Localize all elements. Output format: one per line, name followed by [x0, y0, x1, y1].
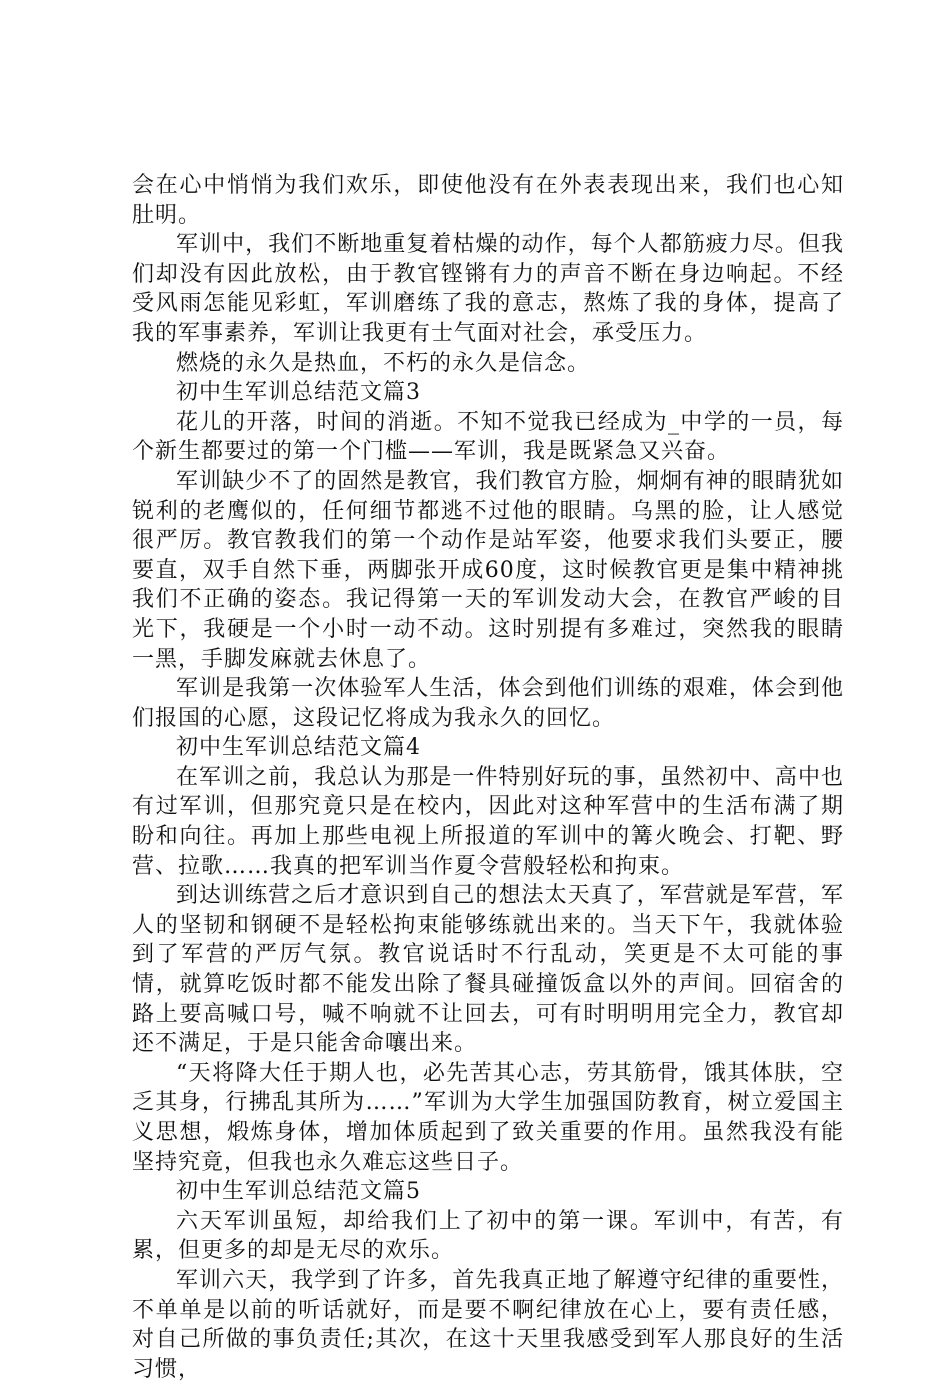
paragraph: 燃烧的永久是热血，不朽的永久是信念。: [176, 350, 591, 376]
section-heading-5: 初中生军训总结范文篇5: [176, 1179, 421, 1205]
paragraph: 到达训练营之后才意识到自己的想法太天真了，军营就是军营，军人的坚韧和钢硬不是轻松拘束能够练就出来的。当天下午，我就体验到了军营的严厉气氛。教官说话时不行乱动，笑更是不太可能的事情，就算吃饭时都不能发出除了餐具碰撞饭盒以外的声间。回宿舍的路上要高喊口号，喊不响就不让回去，可有时明明用完全力，教官却还不满足，于是只能舍命嚷出来。: [132, 883, 844, 1057]
paragraph: 在军训之前，我总认为那是一件特别好玩的事，虽然初中、高中也有过军训，但那究竟只是在校内，因此对这种军营中的生活布满了期盼和向往。再加上那些电视上所报道的军训中的篝火晚会、打靶、野营、拉歌……我真的把军训当作夏令营般轻松和拘束。: [132, 764, 844, 879]
paragraph: 军训六天，我学到了许多，首先我真正地了解遵守纪律的重要性，不单单是以前的听话就好，而是要不啊纪律放在心上，要有责任感，对自己所做的事负责任;其次，在这十天里我感受到军人那良好的生活习惯，: [132, 1267, 844, 1382]
section-heading-3: 初中生军训总结范文篇3: [176, 380, 421, 406]
paragraph: 花儿的开落，时间的消逝。不知不觉我已经成为_中学的一员，每个新生都要过的第一个门槛——军训，我是既紧急又兴奋。: [132, 409, 844, 465]
paragraph: 军训是我第一次体验军人生活，体会到他们训练的艰难，体会到他们报国的心愿，这段记忆将成为我永久的回忆。: [132, 676, 844, 731]
paragraph: “天将降大任于期人也，必先苦其心志，劳其筋骨，饿其体肤，空乏其身，行拂乱其所为……”军训为大学生加强国防教育，树立爱国主义思想，煅炼身体，增加体质起到了致关重要的作用。虽然我没有能坚持究竟，但我也永久难忘这些日子。: [132, 1060, 844, 1175]
paragraph-continuation: 会在心中悄悄为我们欢乐，即使他没有在外表表现出来，我们也心知肚明。: [132, 173, 844, 228]
document-body: [132, 171, 844, 1384]
paragraph: 军训中，我们不断地重复着枯燥的动作，每个人都筋疲力尽。但我们却没有因此放松，由于教官铿锵有力的声音不断在身边响起。不经受风雨怎能见彩虹，军训磨练了我的意志，熬炼了我的身体，提高了我的军事素养，军训让我更有士气面对社会，承受压力。: [132, 232, 844, 346]
paragraph: 军训缺少不了的固然是教官，我们教官方脸，炯炯有神的眼睛犹如锐利的老鹰似的，任何细节都逃不过他的眼睛。乌黑的脸，让人感觉很严厉。教官教我们的第一个动作是站军姿，他要求我们头要正，腰要直，双手自然下垂，两脚张开成60度，这时候教官更是集中精神挑我们不正确的姿态。我记得第一天的军训发动大会，在教官严峻的目光下，我硬是一个小时一动不动。这时别提有多难过，突然我的眼睛一黑，手脚发麻就去休息了。: [132, 468, 844, 672]
section-heading-4: 初中生军训总结范文篇4: [176, 735, 421, 761]
paragraph: 六天军训虽短，却给我们上了初中的第一课。军训中，有苦，有累，但更多的却是无尽的欢乐。: [132, 1208, 844, 1264]
